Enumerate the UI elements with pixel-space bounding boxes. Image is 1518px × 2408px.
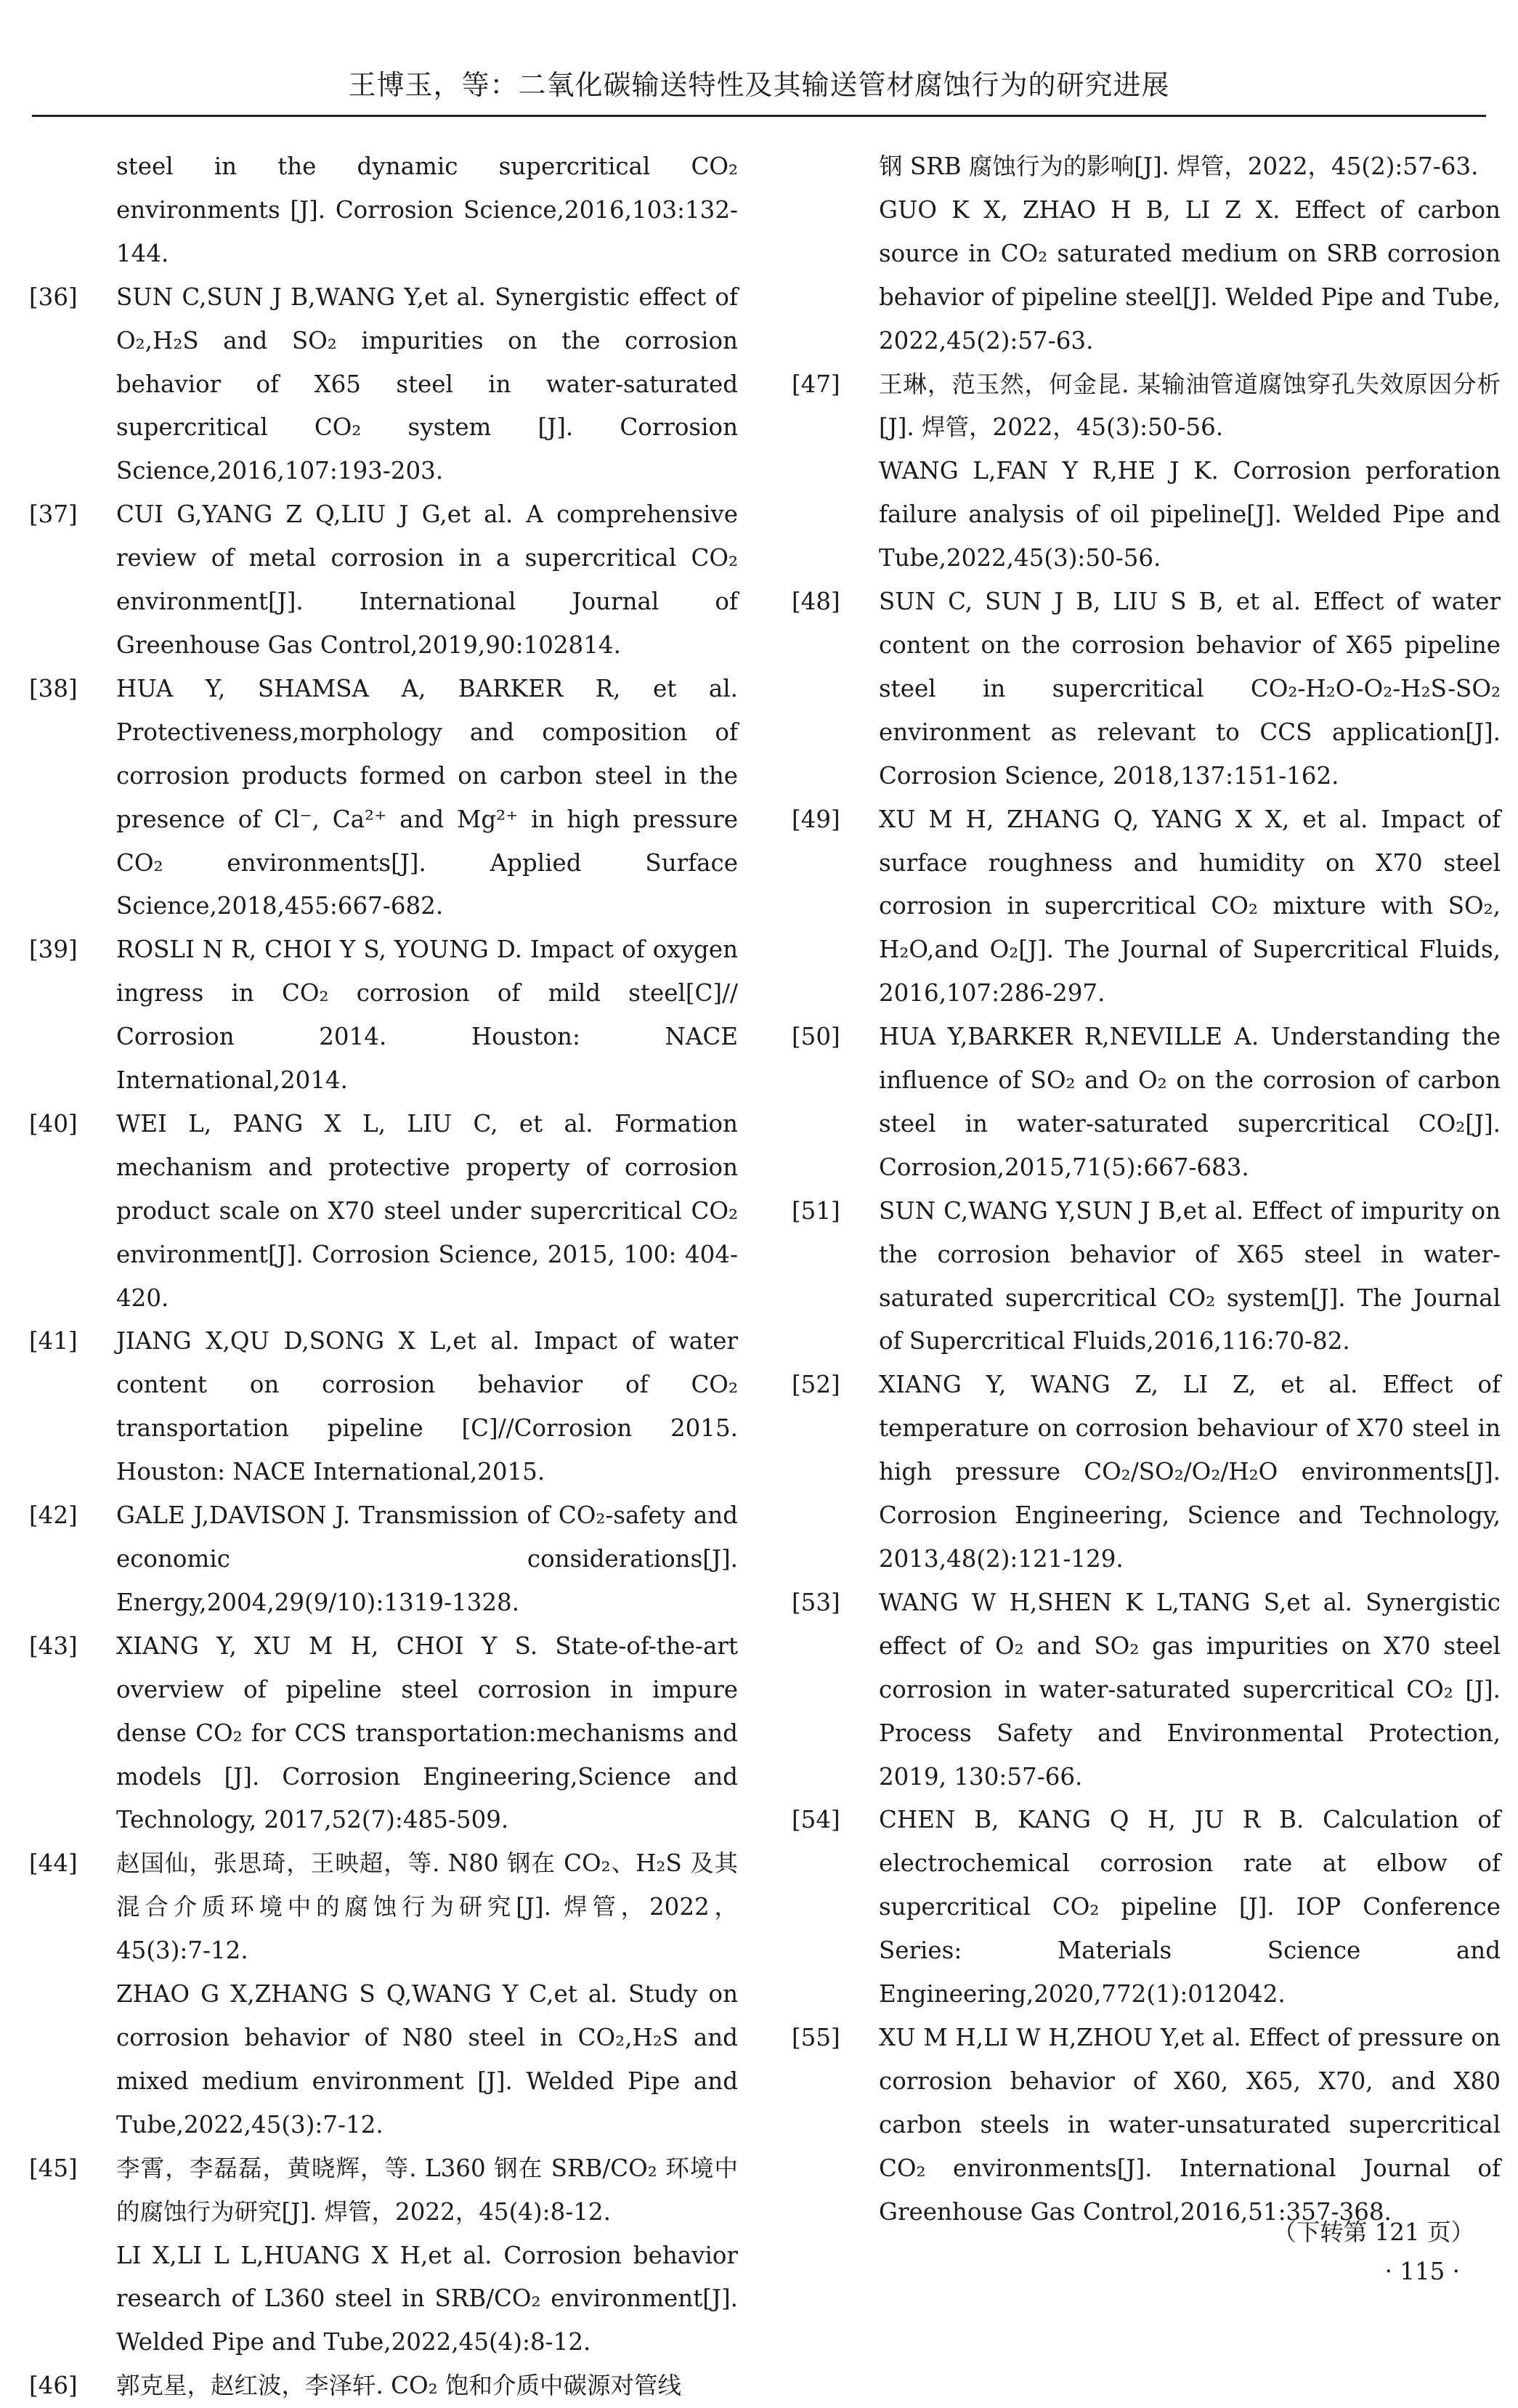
reference-text: HUA Y, SHAMSA A, BARKER R, et al. Protectiveness,morphology and composition of corrosion products formed on carbon steel in the presence of Cl⁻, Ca²⁺ and Mg²⁺ in high pressure CO₂ environments[J]. Applied Surface Science,2018,455:667-682. (116, 674, 738, 920)
reference-text: 王琳，范玉然，何金昆. 某输油管道腐蚀穿孔失效原因分析[J]. 焊管，2022，45(3):50-56. (879, 370, 1501, 442)
reference-48 (792, 580, 1501, 798)
reference-text: CUI G,YANG Z Q,LIU J G,et al. A comprehensive review of metal corrosion in a supercritical CO₂ environment[J]. International Journal of Greenhouse Gas Control,2019,90:102814. (116, 500, 738, 659)
right-column (792, 145, 1501, 2234)
reference-number: [38] (29, 674, 78, 702)
reference-text: ROSLI N R, CHOI Y S, YOUNG D. Impact of oxygen ingress in CO₂ corrosion of mild steel[C]// Corrosion 2014. Houston: NACE International,2014. (116, 936, 738, 1095)
reference-number: [54] (792, 1806, 840, 1834)
reference-46-english: GUO K X, ZHAO H B, LI Z X. Effect of carbon source in CO₂ saturated medium on SRB corrosion behavior of pipeline steel[J]. Welded Pipe and Tube, 2022,45(2):57-63. (879, 195, 1501, 354)
reference-42 (29, 1494, 738, 1625)
reference-40 (29, 1103, 738, 1321)
reference-number: [45] (29, 2154, 78, 2182)
reference-number: [36] (29, 283, 78, 311)
reference-number: [40] (29, 1109, 78, 1138)
reference-number: [37] (29, 500, 78, 529)
reference-46-continuation: 钢 SRB 腐蚀行为的影响[J]. 焊管，2022，45(2):57-63. (879, 153, 1479, 180)
reference-text: SUN C,WANG Y,SUN J B,et al. Effect of impurity on the corrosion behavior of X65 steel in water-saturated supercritical CO₂ system[J]. The Journal of Supercritical Fluids,2016,116:70-82. (879, 1196, 1501, 1355)
left-column (29, 145, 738, 2408)
reference-number: [51] (792, 1196, 840, 1225)
reference-number: [43] (29, 1631, 78, 1660)
reference-52 (792, 1363, 1501, 1581)
reference-number: [55] (792, 2023, 840, 2051)
reference-46 (29, 2364, 738, 2408)
reference-43 (29, 1625, 738, 1843)
reference-number: [52] (792, 1371, 840, 1399)
reference-number: [47] (792, 370, 840, 398)
reference-text: SUN C, SUN J B, LIU S B, et al. Effect of water content on the corrosion behavior of X65 pipeline steel in supercritical CO₂-H₂O-O₂-H₂S-SO₂ environment as relevant to CCS application[J]. Corrosion Science, 2018,137:151-162. (879, 588, 1501, 790)
reference-text: 郭克星，赵红波，李泽轩. CO₂ 饱和介质中碳源对管线 (116, 2372, 682, 2400)
reference-39 (29, 928, 738, 1103)
reference-51 (792, 1190, 1501, 1364)
reference-text: GALE J,DAVISON J. Transmission of CO₂-safety and economic considerations[J]. Energy,2004,29(9/10):1319-1328. (116, 1501, 738, 1616)
reference-38 (29, 668, 738, 928)
reference-number: [46] (29, 2372, 78, 2400)
reference-49 (792, 798, 1501, 1016)
reference-44 (29, 1842, 738, 1973)
reference-number: [44] (29, 1849, 78, 1878)
reference-text: WEI L, PANG X L, LIU C, et al. Formation mechanism and protective property of corrosion product scale on X70 steel under supercritical CO₂ environment[J]. Corrosion Science, 2015, 100: 404-420. (116, 1109, 738, 1312)
reference-47 (792, 363, 1501, 450)
reference-50 (792, 1016, 1501, 1190)
reference-number: [49] (792, 805, 840, 833)
reference-number: [50] (792, 1023, 840, 1051)
reference-text: 赵国仙，张思琦，王映超，等. N80 钢在 CO₂、H₂S 及其混合介质环境中的腐蚀行为研究[J]. 焊管，2022，45(3):7-12. (116, 1849, 738, 1965)
reference-number: [53] (792, 1588, 840, 1616)
reference-text: 李霄，李磊磊，黄晓辉，等. L360 钢在 SRB/CO₂ 环境中的腐蚀行为研究[J]. 焊管，2022，45(4):8-12. (116, 2154, 738, 2226)
reference-37 (29, 493, 738, 668)
reference-54 (792, 1799, 1501, 2016)
header-divider (32, 115, 1486, 117)
reference-number: [39] (29, 936, 78, 964)
reference-text: JIANG X,QU D,SONG X L,et al. Impact of water content on corrosion behavior of CO₂ transportation pipeline [C]//Corrosion 2015. Houston: NACE International,2015. (116, 1327, 738, 1486)
reference-55 (792, 2016, 1501, 2234)
reference-36 (29, 276, 738, 494)
reference-text: XIANG Y, WANG Z, LI Z, et al. Effect of temperature on corrosion behaviour of X70 steel in high pressure CO₂/SO₂/O₂/H₂O environments[J]. Corrosion Engineering, Science and Technology, 2013,48(2):121-129. (879, 1371, 1501, 1573)
reference-text: CHEN B, KANG Q H, JU R B. Calculation of electrochemical corrosion rate at elbow of supercritical CO₂ pipeline [J]. IOP Conference Series: Materials Science and Engineering,2020,772(1):012042. (879, 1806, 1501, 2008)
reference-44-english: ZHAO G X,ZHANG S Q,WANG Y C,et al. Study on corrosion behavior of N80 steel in CO₂,H₂S and mixed medium environment [J]. Welded Pipe and Tube,2022,45(3):7-12. (116, 1980, 738, 2139)
reference-53 (792, 1581, 1501, 1799)
continued-on-page-note: （下转第 121 页） (1273, 2218, 1474, 2246)
reference-text: HUA Y,BARKER R,NEVILLE A. Understanding the influence of SO₂ and O₂ on the corrosion of carbon steel in water-saturated supercritical CO₂[J]. Corrosion,2015,71(5):667-683. (879, 1023, 1501, 1181)
reference-41 (29, 1320, 738, 1494)
running-header: 王博玉，等：二氧化碳输送特性及其输送管材腐蚀行为的研究进展 (348, 69, 1170, 101)
reference-number: [48] (792, 588, 840, 616)
reference-45-english: LI X,LI L L,HUANG X H,et al. Corrosion behavior research of L360 steel in SRB/CO₂ environment[J]. Welded Pipe and Tube,2022,45(4):8-12. (116, 2241, 738, 2356)
page-number: · 115 · (1384, 2258, 1460, 2285)
reference-47-english: WANG L,FAN Y R,HE J K. Corrosion perforation failure analysis of oil pipeline[J]. Welded Pipe and Tube,2022,45(3):50-56. (879, 457, 1501, 572)
reference-number: [42] (29, 1501, 78, 1530)
reference-text: SUN C,SUN J B,WANG Y,et al. Synergistic effect of O₂,H₂S and SO₂ impurities on the corrosion behavior of X65 steel in water-saturated supercritical CO₂ system [J]. Corrosion Science,2016,107:193-203. (116, 283, 738, 485)
reference-text: XU M H,LI W H,ZHOU Y,et al. Effect of pressure on corrosion behavior of X60, X65, X70, and X80 carbon steels in water-unsaturated supercritical CO₂ environments[J]. International Journal of Greenhouse Gas Control,2016,51:357-368. (879, 2023, 1501, 2226)
reference-45 (29, 2147, 738, 2234)
reference-continuation: steel in the dynamic supercritical CO₂ environments [J]. Corrosion Science,2016,103:132-144. (116, 153, 738, 267)
reference-text: XIANG Y, XU M H, CHOI Y S. State-of-the-art overview of pipeline steel corrosion in impure dense CO₂ for CCS transportation:mechanisms and models [J]. Corrosion Engineering,Science and Technology, 2017,52(7):485-509. (116, 1631, 738, 1834)
reference-number: [41] (29, 1327, 78, 1355)
reference-text: XU M H, ZHANG Q, YANG X X, et al. Impact of surface roughness and humidity on X70 steel corrosion in supercritical CO₂ mixture with SO₂, H₂O,and O₂[J]. The Journal of Supercritical Fluids, 2016,107:286-297. (879, 805, 1501, 1008)
reference-text: WANG W H,SHEN K L,TANG S,et al. Synergistic effect of O₂ and SO₂ gas impurities on X70 steel corrosion in water-saturated supercritical CO₂ [J]. Process Safety and Environmental Protection, 2019, 130:57-66. (879, 1588, 1501, 1791)
